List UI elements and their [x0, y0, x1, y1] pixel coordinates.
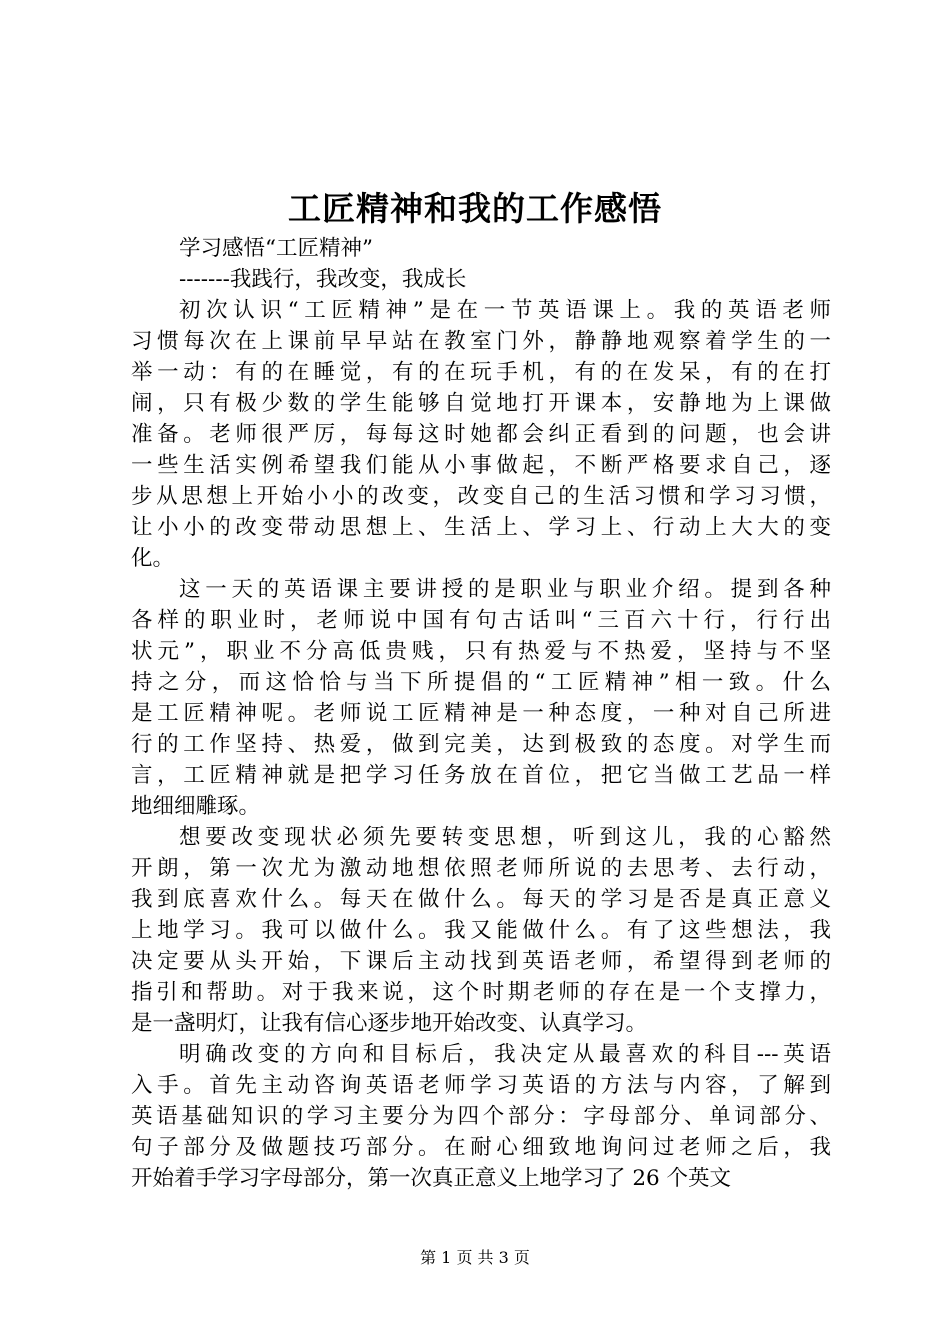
document-title: 工匠精神和我的工作感悟 — [288, 189, 662, 228]
paragraph-line: 我到底喜欢什么。每天在做什么。每天的学习是否是真正意义 — [131, 887, 831, 912]
paragraph-line: 各样的职业时，老师说中国有句古话叫“三百六十行，行行出 — [131, 608, 831, 633]
paragraph-line: 上地学习。我可以做什么。我又能做什么。有了这些想法，我 — [131, 918, 831, 943]
paragraph-line: 状元”，职业不分高低贵贱，只有热爱与不热爱，坚持与不坚 — [131, 639, 831, 664]
tagline: -------我践行，我改变，我成长 — [179, 267, 467, 292]
paragraph-line: 持之分，而这恰恰与当下所提倡的“工匠精神”相一致。什么 — [131, 670, 831, 695]
paragraph-line: 英语基础知识的学习主要分为四个部分：字母部分、单词部分、 — [131, 1104, 831, 1129]
paragraph-line: 入手。首先主动咨询英语老师学习英语的方法与内容，了解到 — [131, 1073, 831, 1098]
paragraph-line: 明确改变的方向和目标后，我决定从最喜欢的科目---英语 — [179, 1042, 831, 1067]
paragraph-line: 行的工作坚持、热爱，做到完美，达到极致的态度。对学生而 — [131, 732, 831, 757]
paragraph-line: 言，工匠精神就是把学习任务放在首位，把它当做工艺品一样 — [131, 763, 831, 788]
paragraph-line: 是工匠精神呢。老师说工匠精神是一种态度，一种对自己所进 — [131, 701, 831, 726]
document-body — [131, 233, 831, 1194]
paragraph-line: 初次认识“工匠精神”是在一节英语课上。我的英语老师 — [179, 298, 831, 323]
paragraph-line: 决定要从头开始，下课后主动找到英语老师，希望得到老师的 — [131, 949, 831, 974]
paragraph-line: 化。 — [131, 546, 175, 571]
paragraph-line: 步从思想上开始小小的改变，改变自己的生活习惯和学习习惯， — [131, 484, 831, 509]
paragraph — [131, 822, 831, 1039]
paragraph-line: 开始着手学习字母部分，第一次真正意义上地学习了 26 个英文 — [131, 1166, 732, 1191]
paragraph — [131, 1039, 831, 1194]
paragraph-line: 让小小的改变带动思想上、生活上、学习上、行动上大大的变 — [131, 515, 831, 540]
paragraph-line: 习惯每次在上课前早早站在教室门外，静静地观察着学生的一 — [131, 329, 831, 354]
paragraph — [131, 574, 831, 822]
paragraph-line: 举一动：有的在睡觉，有的在玩手机，有的在发呆，有的在打 — [131, 360, 831, 385]
paragraph-line: 句子部分及做题技巧部分。在耐心细致地询问过老师之后，我 — [131, 1135, 831, 1160]
paragraph — [131, 295, 831, 574]
paragraph-line: 指引和帮助。对于我来说，这个时期老师的存在是一个支撑力， — [131, 980, 831, 1005]
paragraph-line: 是一盏明灯，让我有信心逐步地开始改变、认真学习。 — [131, 1011, 648, 1036]
paragraph-line: 想要改变现状必须先要转变思想，听到这儿，我的心豁然 — [179, 825, 831, 850]
paragraph-line: 闹，只有极少数的学生能够自觉地打开课本，安静地为上课做 — [131, 391, 831, 416]
paragraphs — [131, 295, 831, 1194]
paragraph-line: 地细细雕琢。 — [131, 794, 261, 819]
paragraph-line: 一些生活实例希望我们能从小事做起，不断严格要求自己，逐 — [131, 453, 831, 478]
page-number: 第 1 页 共 3 页 — [420, 1248, 530, 1267]
paragraph-line: 开朗，第一次尤为激动地想依照老师所说的去思考、去行动， — [131, 856, 831, 881]
paragraph-line: 准备。老师很严厉，每每这时她都会纠正看到的问题，也会讲 — [131, 422, 831, 447]
paragraph-line: 这一天的英语课主要讲授的是职业与职业介绍。提到各种 — [179, 577, 831, 602]
subtitle: 学习感悟“工匠精神” — [179, 236, 373, 261]
